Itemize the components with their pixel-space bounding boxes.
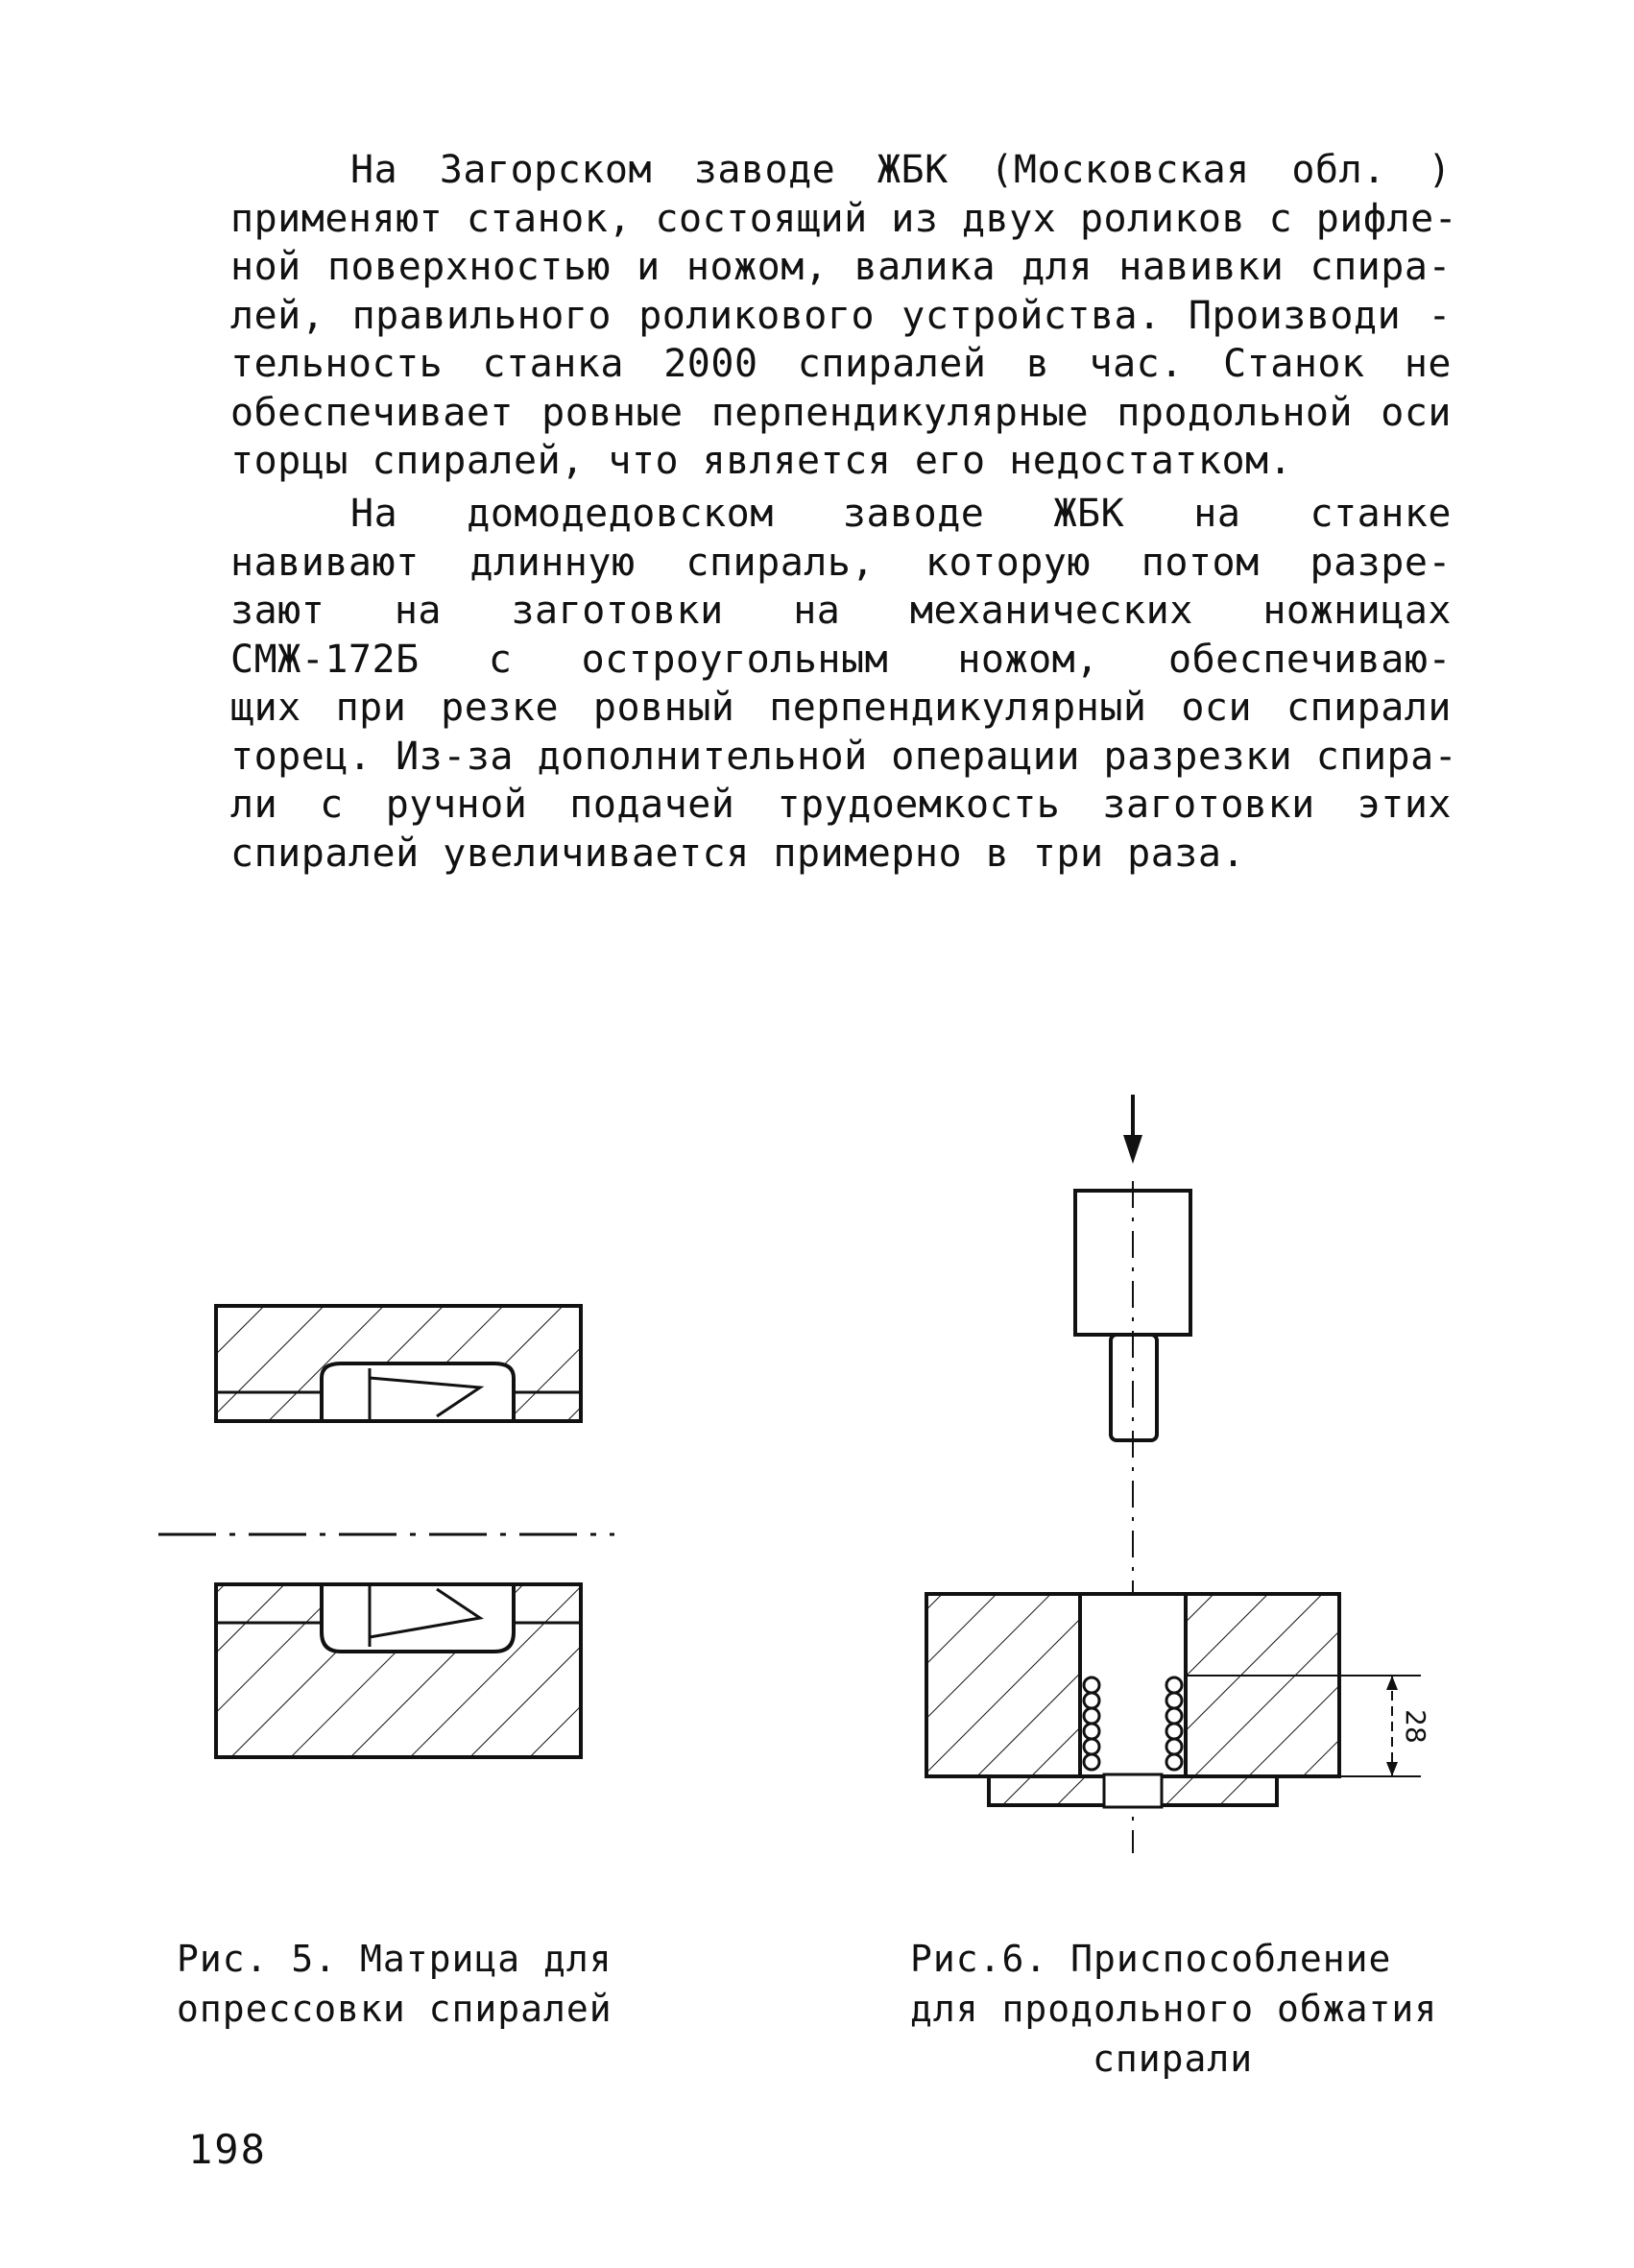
page-number: 198 <box>188 2126 267 2173</box>
caption-line: Рис.6. Приспособление <box>910 1938 1392 1980</box>
caption-line: спирали <box>1093 2038 1254 2080</box>
die-body <box>926 1594 1339 1807</box>
caption-line: опрессовки спиралей <box>177 1988 613 2030</box>
text-line: На домодедовском заводе ЖБК на станке <box>350 492 1452 536</box>
text-line: ной поверхностью и ножом, валика для навивки спира- <box>230 245 1452 289</box>
dimension-label: 28 <box>1400 1709 1431 1744</box>
text-line: торец. Из-за дополнительной операции разрезки спира- <box>230 734 1458 779</box>
text-line: зают на заготовки на механических ножницах <box>230 589 1452 633</box>
text-line: навивают длинную спираль, которую потом разре- <box>230 540 1452 585</box>
text-line: применяют станок, состоящий из двух роликов с рифле- <box>230 196 1458 241</box>
caption-line: Рис. 5. Матрица для <box>177 1938 613 1980</box>
text-line: спиралей увеличивается примерно в три раза. <box>230 831 1246 876</box>
figure-5-die-drawing <box>154 1296 624 1776</box>
figure-6-fixture-drawing <box>907 1085 1445 1853</box>
figure-5-caption <box>177 1934 613 2034</box>
text-line: СМЖ-172Б с остроугольным ножом, обеспечиваю- <box>230 637 1452 682</box>
press-arrow <box>1123 1095 1142 1164</box>
upper-die-half <box>216 1306 581 1421</box>
paragraph-1 <box>230 146 1458 486</box>
text-line: обеспечивает ровные перпендикулярные продольной оси <box>230 390 1452 435</box>
text-line: лей, правильного роликового устройства. Производи - <box>230 293 1452 338</box>
text-line: На Загорском заводе ЖБК (Московская обл. ) <box>350 148 1452 192</box>
caption-line: для продольного обжатия <box>910 1988 1438 2030</box>
text-line: тельность станка 2000 спиралей в час. Станок не <box>230 342 1452 386</box>
figure-6-caption <box>910 1934 1437 2084</box>
text-line: щих при резке ровный перпендикулярный оси спирали <box>230 686 1452 730</box>
text-line: торцы спиралей, что является его недостатком. <box>230 439 1293 483</box>
text-line: ли с ручной подачей трудоемкость заготовки этих <box>230 783 1452 827</box>
paragraph-2 <box>230 490 1458 878</box>
lower-die-half <box>216 1584 581 1757</box>
